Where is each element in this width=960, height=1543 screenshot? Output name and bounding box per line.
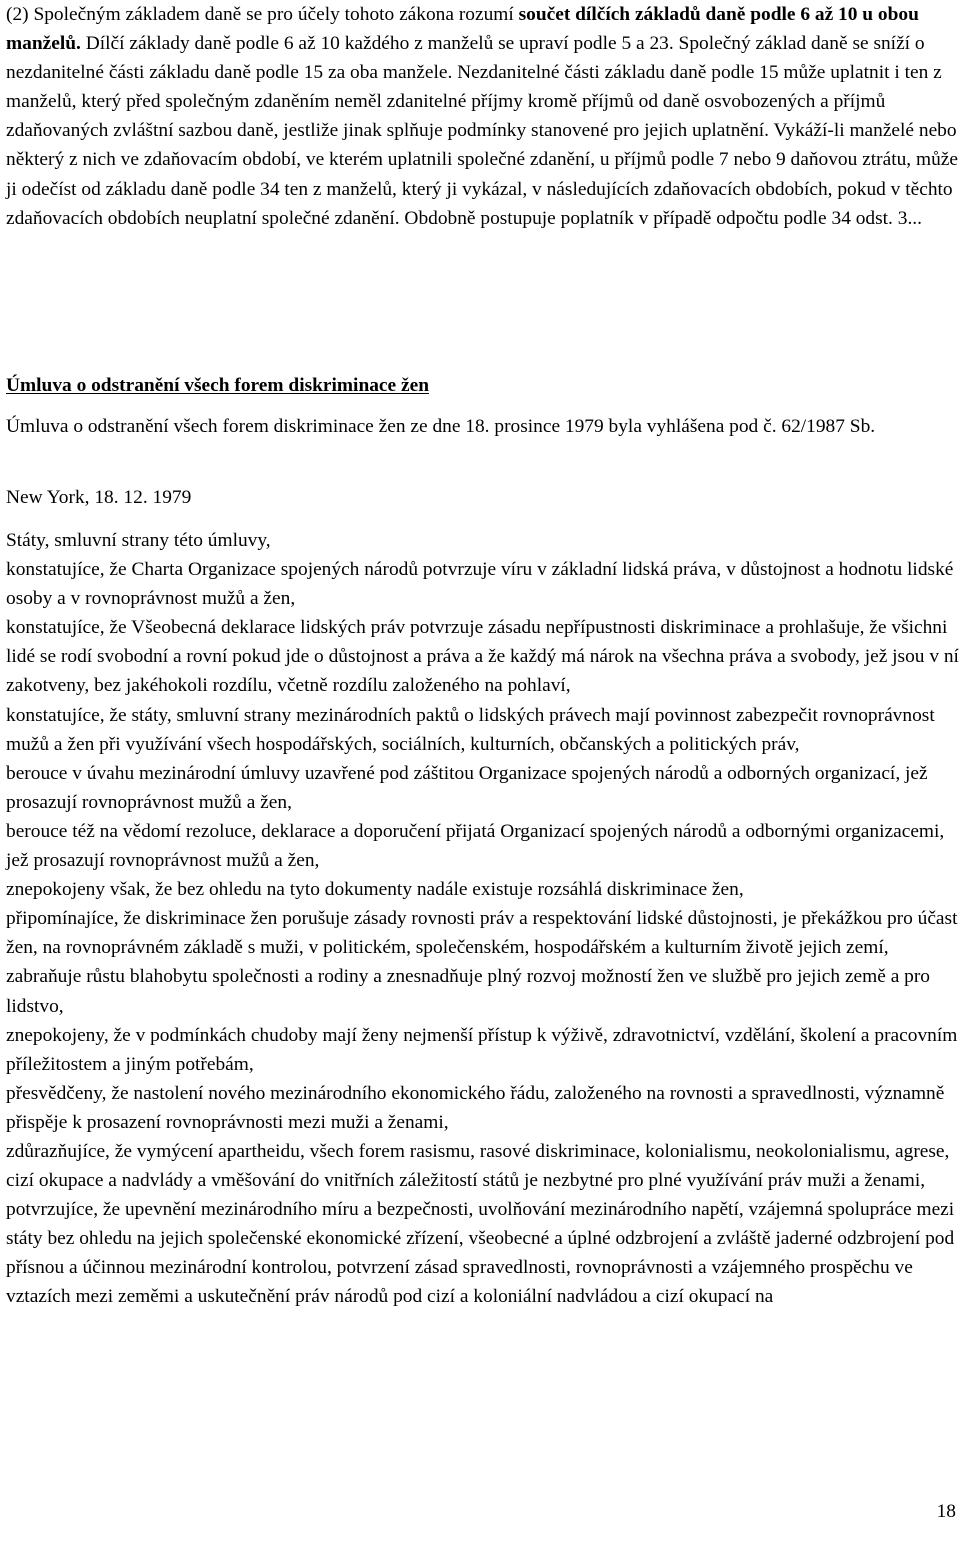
tax-paragraph-lead: (2) Společným základem daně se pro účely tohoto zákona rozumí (6, 4, 519, 25)
preamble-line: připomínajíce, že diskriminace žen porušuje zásady rovnosti práv a respektování lidské důstojnosti, je překážkou pro účast žen, na rovnoprávném základě s muži, v politickém, společenském, hospodářském a kulturním životě jejich zemí, zabraňuje růstu blahobytu společnosti a rodiny a znesnadňuje plný rozvoj možností žen ve službě pro jejich země a pro lidstvo, (6, 908, 958, 1017)
tax-paragraph-rest: Dílčí základy daně podle 6 až 10 každého z manželů se upraví podle 5 a 23. Společný základ daně se sníží o nezdanitelné části základu daně podle 15 za oba manžele. Nezdanitelné části základu daně podle 15 může uplatnit i ten z manželů, který před společným zdaněním neměl zdanitelné příjmy kromě příjmů od daně osvobozených a příjmů zdaňovaných zvláštní sazbou daně, jestliže jinak splňuje podmínky stanovené pro jejich uplatnění. Vykáží-li manželé nebo některý z nich ve zdaňovacím období, ve kterém uplatnili společné zdanění, u příjmů podle 7 nebo 9 daňovou ztrátu, může ji odečíst od základu daně podle 34 ten z manželů, který ji vykázal, v následujících zdaňovacích obdobích, pokud v těchto zdaňovacích obdobích neuplatní společné zdanění. Obdobně postupuje poplatník v případě odpočtu podle 34 odst. 3... (6, 33, 958, 229)
tax-paragraph (6, 0, 960, 233)
preamble-line: přesvědčeny, že nastolení nového mezinárodního ekonomického řádu, založeného na rovnosti a spravedlnosti, významně přispěje k prosazení rovnoprávnosti mezi muži a ženami, (6, 1082, 945, 1133)
preamble-line: Státy, smluvní strany této úmluvy, (6, 530, 271, 551)
page-number: 18 (936, 1501, 956, 1522)
convention-heading: Úmluva o odstranění všech forem diskriminace žen (6, 375, 429, 396)
preamble-line: potvrzujíce, že upevnění mezinárodního míru a bezpečnosti, uvolňování mezinárodního napětí, vzájemná spolupráce mezi státy bez ohledu na jejich společenské ekonomické zřízení, všeobecné a úplné odzbrojení a zvláště jaderné odzbrojení pod přísnou a účinnou mezinárodní kontrolou, potvrzení zásad spravedlnosti, rovnoprávnosti a vzájemného prospěchu ve vztazích mezi zeměmi a uskutečnění práv národů pod cizí a koloniální nadvládou a cizí okupací na (6, 1199, 955, 1308)
convention-preamble (6, 526, 960, 1312)
convention-intro: Úmluva o odstranění všech forem diskriminace žen ze dne 18. prosince 1979 byla vyhlášena pod č. 62/1987 Sb. (6, 416, 876, 437)
convention-place-date: New York, 18. 12. 1979 (6, 487, 192, 508)
preamble-line: znepokojeny však, že bez ohledu na tyto dokumenty nadále existuje rozsáhlá diskriminace žen, (6, 879, 744, 901)
preamble-line: konstatujíce, že Všeobecná deklarace lidských práv potvrzuje zásadu nepřípustnosti diskriminace a prohlašuje, že všichni lidé se rodí svobodní a rovní pokud jde o důstojnost a práva a že každý má nárok na všechna práva a svobody, jež jsou v ní zakotveny, bez jakéhokoli rozdílu, včetně rozdílu založeného na pohlaví, (6, 617, 959, 697)
preamble-line: berouce též na vědomí rezoluce, deklarace a doporučení přijatá Organizací spojených národů a odbornými organizacemi, jež prosazují rovnoprávnost mužů a žen, (6, 820, 945, 872)
preamble-line: konstatujíce, že státy, smluvní strany mezinárodních paktů o lidských právech mají povinnost zabezpečit rovnoprávnost mužů a žen při využívání všech hospodářských, sociálních, kulturních, občanských a politických práv, (6, 704, 935, 755)
preamble-line: zdůrazňujíce, že vymýcení apartheidu, všech forem rasismu, rasové diskriminace, kolonialismu, neokolonialismu, agrese, cizí okupace a nadvlády a vměšování do vnitřních záležitostí států je nezbytné pro plné využívání práv muži a ženami, (6, 1140, 950, 1192)
preamble-line: konstatujíce, že Charta Organizace spojených národů potvrzuje víru v základní lidská práva, v důstojnost a hodnotu lidské osoby a v rovnoprávnost mužů a žen, (6, 559, 954, 610)
tax-paragraph-bold: součet dílčích základů daně podle 6 až 10 u obou manželů. (6, 4, 919, 55)
preamble-line: berouce v úvahu mezinárodní úmluvy uzavřené pod záštitou Organizace spojených národů a odborných organizací, jež prosazují rovnoprávnost mužů a žen, (6, 762, 928, 813)
preamble-line: znepokojeny, že v podmínkách chudoby mají ženy nejmenší přístup k výživě, zdravotnictví, vzdělání, školení a pracovním příležitostem a jiným potřebám, (6, 1024, 958, 1075)
